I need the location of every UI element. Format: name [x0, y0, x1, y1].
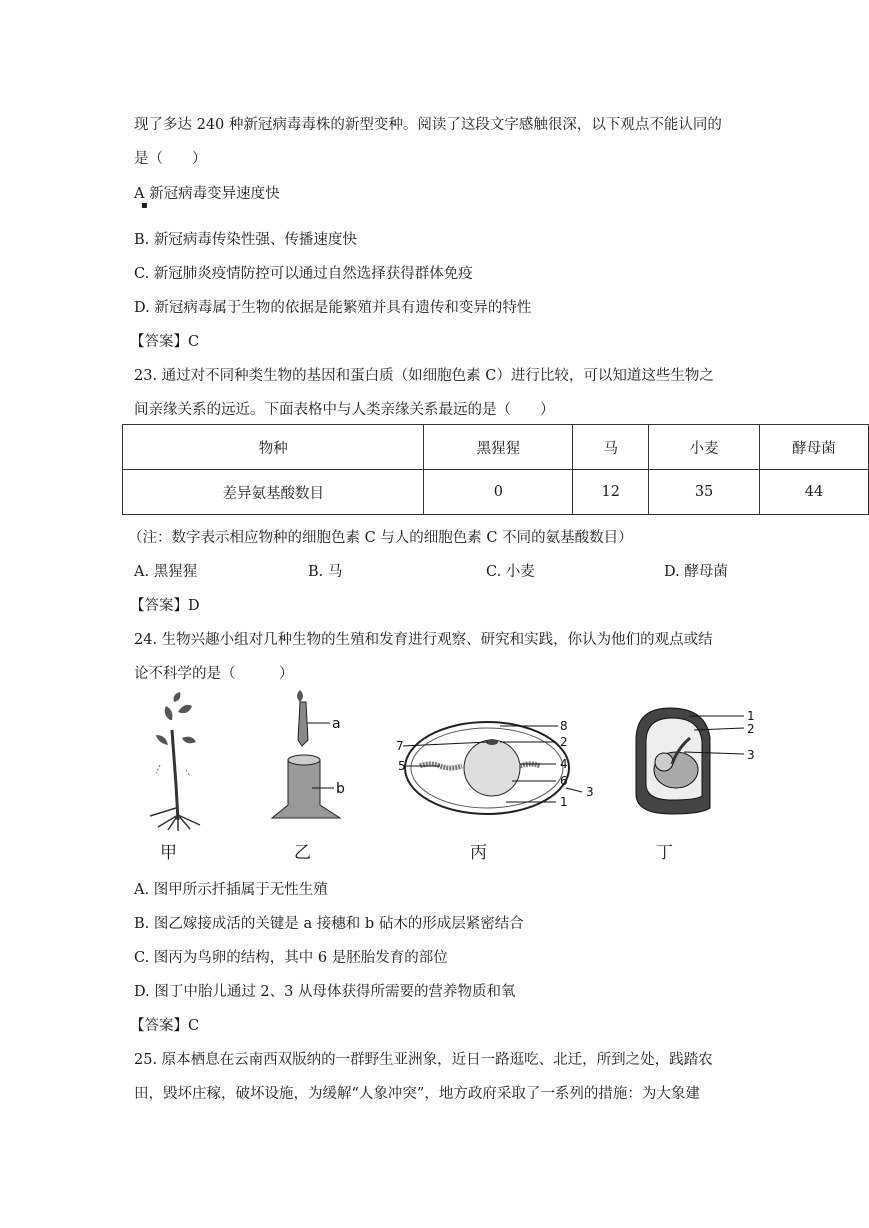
q24-stem-line-1: 24. 生物兴趣小组对几种生物的生殖和发育进行观察、研究和实践，你认为他们的观点或结 — [134, 632, 713, 648]
q22-answer: 【答案】C — [130, 334, 200, 350]
egg-label-5: 5 — [398, 759, 406, 773]
table-cell: 0 — [424, 470, 573, 515]
egg-label-7: 7 — [396, 739, 404, 753]
q24-option-d: D. 图丁中胎儿通过 2、3 从母体获得所需要的营养物质和氧 — [134, 984, 516, 1000]
intro-line-2: 是（ ） — [134, 151, 207, 167]
fetus-label-2: 2 — [747, 722, 755, 736]
table-header-cell: 小麦 — [649, 425, 760, 470]
q23-option-b: B. 马 — [308, 564, 343, 580]
q23-note: （注：数字表示相应物种的细胞色素 C 与人的细胞色素 C 不同的氨基酸数目） — [128, 530, 633, 546]
q24-option-b: B. 图乙嫁接成活的关键是 a 接穗和 b 砧木的形成层紧密结合 — [134, 916, 524, 932]
fetus-label-1: 1 — [747, 709, 755, 723]
reproduction-figure — [0, 690, 869, 835]
cutting-illustration — [150, 692, 200, 831]
caption-bing: 丙 — [470, 843, 487, 863]
q25-line-2: 田，毁坏庄稼，破坏设施，为缓解“人象冲突”，地方政府采取了一系列的措施：为大象建 — [134, 1086, 700, 1102]
egg-label-6: 6 — [560, 774, 568, 788]
table-header-cell: 物种 — [123, 425, 424, 470]
q24-answer: 【答案】C — [130, 1018, 200, 1034]
table-cell: 44 — [760, 470, 869, 515]
table-row — [123, 470, 869, 515]
q22-option-a: A 新冠病毒变异速度快 — [134, 186, 280, 202]
table-header-row — [123, 425, 869, 470]
table-cell: 差异氨基酸数目 — [123, 470, 424, 515]
egg-label-4: 4 — [560, 757, 568, 771]
q23-option-d: D. 酵母菌 — [664, 564, 728, 580]
fetus-illustration — [636, 708, 755, 814]
q24-option-c: C. 图丙为鸟卵的结构，其中 6 是胚胎发育的部位 — [134, 950, 448, 966]
egg-label-2: 2 — [560, 735, 568, 749]
fetus-label-3: 3 — [747, 748, 755, 762]
bird-egg-illustration — [396, 719, 594, 814]
intro-line-1: 现了多达 240 种新冠病毒毒株的新型变种。阅读了这段文字感触很深，以下观点不能认同的 — [134, 117, 722, 133]
egg-label-3: 3 — [586, 785, 594, 799]
table-header-cell: 马 — [573, 425, 649, 470]
q22-option-d: D. 新冠病毒属于生物的依据是能繁殖并具有遗传和变异的特性 — [134, 300, 532, 316]
caption-yi: 乙 — [294, 843, 311, 863]
label-a: a — [332, 716, 341, 732]
egg-label-1: 1 — [560, 795, 568, 809]
caption-jia: 甲 — [160, 843, 177, 863]
q23-stem-line-2: 间亲缘关系的远近。下面表格中与人类亲缘关系最远的是（ ） — [134, 402, 555, 418]
label-b: b — [336, 781, 345, 797]
table-header-cell: 黑猩猩 — [424, 425, 573, 470]
q23-stem-line-1: 23. 通过对不同种类生物的基因和蛋白质（如细胞色素 C）进行比较，可以知道这些生物之 — [134, 368, 714, 384]
grafting-illustration — [272, 690, 345, 818]
q23-option-c: C. 小麦 — [486, 564, 535, 580]
table-cell: 35 — [649, 470, 760, 515]
q25-line-1: 25. 原本栖息在云南西双版纳的一群野生亚洲象，近日一路逛吃、北迁，所到之处，践踏农 — [134, 1052, 713, 1068]
q23-answer: 【答案】D — [130, 598, 200, 614]
q23-option-a: A. 黑猩猩 — [134, 564, 198, 580]
table-cell: 12 — [573, 470, 649, 515]
q22-option-c: C. 新冠肺炎疫情防控可以通过自然选择获得群体免疫 — [134, 266, 473, 282]
q24-option-a: A. 图甲所示扦插属于无性生殖 — [134, 882, 328, 898]
comparison-table — [122, 424, 869, 515]
egg-label-8: 8 — [560, 719, 568, 733]
q24-stem-line-2: 论不科学的是（ ） — [134, 666, 294, 682]
table-header-cell: 酵母菌 — [760, 425, 869, 470]
stray-dot: ▪ — [141, 200, 148, 211]
caption-ding: 丁 — [656, 843, 673, 863]
q22-option-b: B. 新冠病毒传染性强、传播速度快 — [134, 232, 357, 248]
